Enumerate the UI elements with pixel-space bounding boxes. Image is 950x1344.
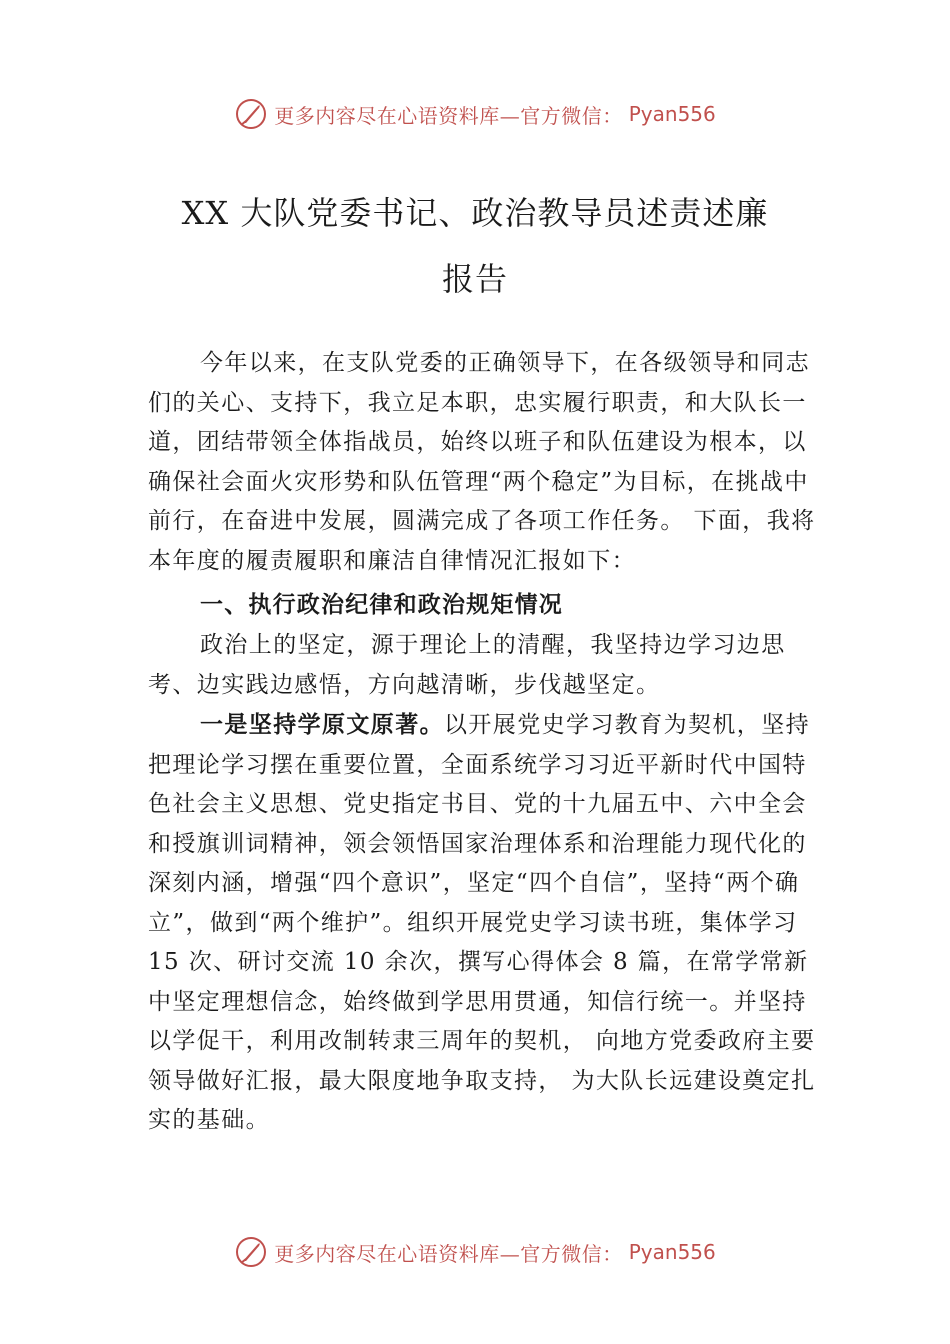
- section-paragraph-1: 政治上的坚定，源于理论上的清醒，我坚持边学习边思考、边实践边感悟，方向越清晰，步伐越坚定。: [148, 632, 786, 698]
- watermark-contact: Pyan556: [628, 102, 716, 126]
- paragraph-lead: 一是坚持学原文原著。: [200, 712, 444, 738]
- quill-logo-icon: [234, 1235, 268, 1269]
- watermark-text: 更多内容尽在心语资料库—官方微信：: [274, 103, 623, 128]
- document-title-line2: 报告: [441, 260, 508, 298]
- paragraph-body: 以开展党史学习教育为契机，坚持把理论学习摆在重要位置，全面系统学习习近平新时代中国特色社会主义思想、党史指定书目、党的十九届五中、六中全会和授旗训词精神，领会领悟国家治理体系和治理能力现代化的深刻内涵，增强“四个意识”，坚定“四个自信”，坚持“两个确立”，做到“两个维护”。组织开展党史学习读书班，集体学习 15 次、研讨交流 10 余次，撰写心得体会 8 篇，在常学常新中坚定理想信念，始终做到学思用贯通，知信行统一。并坚持以学促干，利用改制转隶三周年的契机， 向地方党委政府主要领导做好汇报，最大限度地争取支持， 为大队长远建设奠定扎实的基础。: [148, 712, 816, 1133]
- section-paragraph-2: [148, 706, 828, 1141]
- watermark-header: [0, 94, 950, 134]
- watermark-contact: Pyan556: [628, 1240, 716, 1264]
- document-title-line1: XX 大队党委书记、政治教导员述责述廉: [181, 194, 769, 232]
- watermark-footer: [0, 1232, 950, 1272]
- intro-paragraph: 今年以来，在支队党委的正确领导下，在各级领导和同志们的关心、支持下，我立足本职，忠实履行职责，和大队长一道，团结带领全体指战员，始终以班子和队伍建设为根本，以确保社会面火灾形势和队伍管理“两个稳定”为目标，在挑战中前行，在奋进中发展，圆满完成了各项工作任务。 下面，我将本年度的履责履职和廉洁自律情况汇报如下：: [148, 350, 816, 574]
- quill-logo-icon: [234, 97, 268, 131]
- watermark-text: 更多内容尽在心语资料库—官方微信：: [274, 1241, 623, 1266]
- section-heading: 一、执行政治纪律和政治规矩情况: [200, 592, 563, 618]
